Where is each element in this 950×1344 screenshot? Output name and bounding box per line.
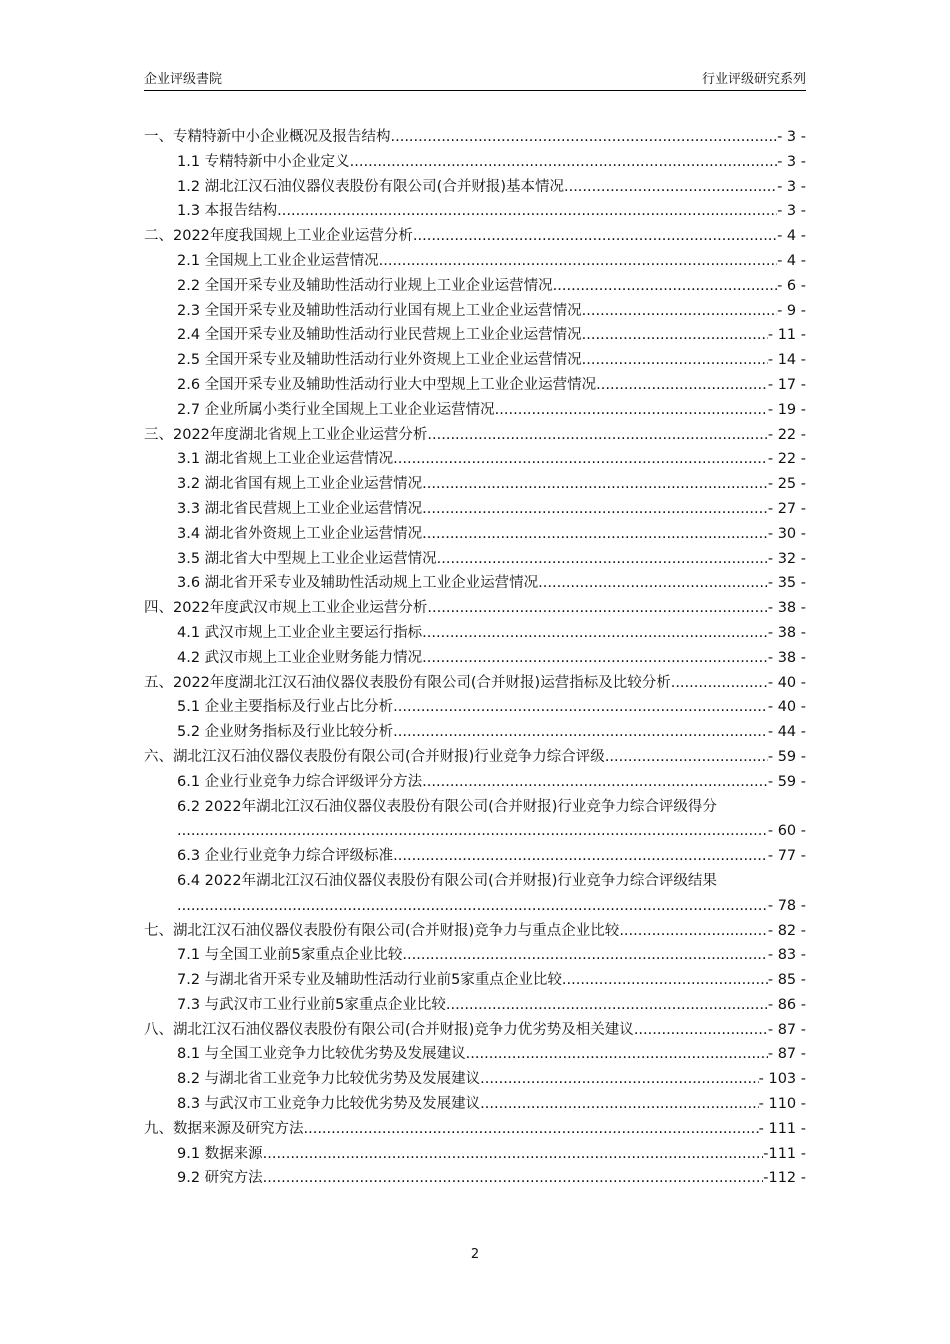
toc-entry[interactable]	[144, 596, 806, 621]
toc-entry[interactable]	[144, 968, 806, 993]
toc-entry-title: 3.1 湖北省规上工业企业运营情况	[177, 451, 394, 468]
toc-entry[interactable]	[144, 447, 806, 472]
toc-entry[interactable]	[144, 423, 806, 448]
dot-leader	[495, 398, 768, 423]
toc-entry[interactable]	[144, 1117, 806, 1142]
toc-entry-page: - 27 -	[767, 500, 806, 517]
toc-entry-page: - 30 -	[767, 525, 806, 542]
toc-entry-title: 1.3 本报告结构	[177, 203, 278, 220]
dot-leader	[263, 1166, 764, 1191]
toc-entry-page: - 87 -	[767, 1046, 806, 1063]
toc-entry-title: 4.1 武汉市规上工业企业主要运行指标	[177, 624, 423, 641]
toc-entry-page: - 32 -	[767, 550, 806, 567]
dot-leader	[553, 274, 777, 299]
toc-entry-page: - 17 -	[767, 376, 806, 393]
toc-entry-title: 5.2 企业财务指标及行业比较分析	[177, 724, 394, 741]
toc-entry-page: -112 -	[763, 1170, 806, 1187]
toc-entry[interactable]	[144, 323, 806, 348]
toc-entry[interactable]	[144, 1092, 806, 1117]
toc-entry[interactable]	[144, 1018, 806, 1043]
toc-entry-title: 2.3 全国开采专业及辅助性活动行业国有规上工业企业运营情况	[177, 302, 582, 319]
toc-entry[interactable]	[144, 274, 806, 299]
toc-entry-title: 4.2 武汉市规上工业企业财务能力情况	[177, 649, 423, 666]
toc-entry[interactable]	[144, 943, 806, 968]
toc-entry-page: - 3 -	[777, 203, 806, 220]
toc-entry-page: - 40 -	[767, 699, 806, 716]
toc-entry-title: 2.1 全国规上工业企业运营情况	[177, 252, 379, 269]
toc-entry-page: - 19 -	[767, 401, 806, 418]
toc-entry-page: - 59 -	[767, 748, 806, 765]
toc-entry-page: - 86 -	[767, 996, 806, 1013]
dot-leader	[304, 1117, 759, 1142]
toc-entry[interactable]	[144, 497, 806, 522]
toc-entry-title: 8.1 与全国工业竞争力比较优劣势及发展建议	[177, 1046, 466, 1063]
toc-entry[interactable]	[144, 1067, 806, 1092]
toc-entry-page: - 3 -	[777, 129, 806, 145]
toc-entry-page: - 22 -	[767, 451, 806, 468]
toc-entry[interactable]	[144, 1166, 806, 1191]
toc-entry[interactable]	[144, 819, 806, 844]
header-divider	[144, 90, 806, 91]
dot-leader	[277, 199, 777, 224]
dot-leader	[582, 299, 777, 324]
toc-entry-page: - 25 -	[767, 476, 806, 493]
toc-entry-title: 八、湖北江汉石油仪器仪表股份有限公司(合并财报)竞争力优劣势及相关建议	[144, 1021, 634, 1038]
page-number: 2	[470, 1247, 480, 1262]
toc-entry[interactable]	[144, 621, 806, 646]
dot-leader	[671, 671, 764, 696]
dot-leader	[263, 1142, 764, 1167]
toc-entry[interactable]	[144, 770, 806, 795]
dot-leader	[402, 943, 767, 968]
toc-entry-title: 五、2022年度湖北江汉石油仪器仪表股份有限公司(合并财报)运营指标及比较分析	[144, 674, 671, 691]
dot-leader	[422, 522, 768, 547]
toc-entry-page: - 9 -	[777, 302, 806, 319]
toc-entry-title: 2.6 全国开采专业及辅助性活动行业大中型规上工业企业运营情况	[177, 376, 597, 393]
toc-entry-title: 七、湖北江汉石油仪器仪表股份有限公司(合并财报)竞争力与重点企业比较	[144, 922, 620, 939]
toc-entry[interactable]	[144, 175, 806, 200]
toc-entry-page: - 35 -	[767, 575, 806, 592]
toc-entry-title: 1.1 专精特新中小企业定义	[177, 153, 350, 170]
toc-entry-title: 九、数据来源及研究方法	[144, 1120, 304, 1137]
toc-entry-title: 6.3 企业行业竞争力综合评级标准	[177, 848, 394, 865]
dot-leader	[480, 1092, 758, 1117]
toc-entry-title: 5.1 企业主要指标及行业占比分析	[177, 699, 394, 716]
toc-entry[interactable]	[144, 224, 806, 249]
toc-entry[interactable]	[144, 249, 806, 274]
toc-entry-title: 9.1 数据来源	[177, 1145, 263, 1162]
toc-entry-page: - 22 -	[767, 426, 806, 443]
dot-leader	[393, 695, 768, 720]
dot-leader	[422, 646, 768, 671]
toc-entry-page: - 3 -	[777, 153, 806, 170]
toc-entry[interactable]	[144, 671, 806, 696]
dot-leader	[582, 323, 768, 348]
toc-entry-title[interactable]: 6.2 2022年湖北江汉石油仪器仪表股份有限公司(合并财报)行业竞争力综合评级得分	[177, 798, 717, 815]
dot-leader	[564, 175, 777, 200]
toc-entry-page: -111 -	[763, 1145, 806, 1162]
toc-entry[interactable]	[144, 199, 806, 224]
dot-leader	[350, 150, 777, 175]
toc-entry-title: 3.5 湖北省大中型规上工业企业运营情况	[177, 550, 437, 567]
header-right-title: 行业评级研究系列	[701, 72, 806, 87]
table-of-contents	[144, 125, 806, 1191]
dot-leader	[422, 472, 768, 497]
toc-entry-page: - 85 -	[767, 972, 806, 989]
toc-entry-page: .- 40 -	[763, 674, 806, 691]
toc-entry-title: 3.3 湖北省民营规上工业企业运营情况	[177, 500, 423, 517]
dot-leader	[422, 621, 768, 646]
toc-entry-title: 2.7 企业所属小类行业全国规上工业企业运营情况	[177, 401, 495, 418]
toc-entry[interactable]	[144, 1042, 806, 1067]
dot-leader	[480, 1067, 758, 1092]
toc-entry-title: 7.2 与湖北省开采专业及辅助性活动行业前5家重点企业比较	[177, 972, 562, 989]
toc-entry[interactable]	[144, 125, 806, 150]
toc-entry[interactable]	[144, 571, 806, 596]
toc-entry-page: - 6 -	[777, 277, 806, 294]
dot-leader	[538, 571, 768, 596]
toc-entry-page: - 110 -	[758, 1096, 806, 1113]
toc-entry-title: 3.4 湖北省外资规上工业企业运营情况	[177, 525, 423, 542]
toc-entry-page: - 14 -	[767, 352, 806, 369]
dot-leader	[422, 497, 768, 522]
toc-entry[interactable]	[144, 844, 806, 869]
toc-entry[interactable]	[144, 348, 806, 373]
toc-entry-title: 2.4 全国开采专业及辅助性活动行业民营规上工业企业运营情况	[177, 327, 582, 344]
toc-entry-title: 8.2 与湖北省工业竞争力比较优劣势及发展建议	[177, 1071, 481, 1088]
toc-entry-page: - 4 -	[777, 228, 806, 245]
toc-entry-page: - 103 -	[758, 1071, 806, 1088]
toc-entry-page: - 82 -	[767, 922, 806, 939]
toc-entry[interactable]	[144, 398, 806, 423]
dot-leader	[562, 968, 768, 993]
dot-leader	[177, 819, 768, 844]
dot-leader	[177, 894, 768, 919]
toc-entry-title: 2.2 全国开采专业及辅助性活动行业规上工业企业运营情况	[177, 277, 553, 294]
toc-entry-page: - 111 -	[758, 1120, 806, 1137]
dot-leader	[596, 373, 768, 398]
toc-entry-page: - 38 -	[767, 600, 806, 617]
toc-entry[interactable]	[144, 993, 806, 1018]
dot-leader	[413, 224, 777, 249]
dot-leader	[427, 423, 767, 448]
toc-entry[interactable]	[144, 522, 806, 547]
toc-entry-title: 二、2022年度我国规上工业企业运营分析	[144, 228, 413, 245]
toc-entry[interactable]	[144, 695, 806, 720]
toc-entry[interactable]	[144, 720, 806, 745]
toc-entry[interactable]	[144, 373, 806, 398]
toc-entry-page: - 3 -	[777, 178, 806, 195]
dot-leader	[379, 249, 777, 274]
toc-entry-title: 7.3 与武汉市工业行业前5家重点企业比较	[177, 996, 446, 1013]
toc-entry[interactable]	[144, 299, 806, 324]
toc-entry-title: 2.5 全国开采专业及辅助性活动行业外资规上工业企业运营情况	[177, 352, 582, 369]
header-left-title: 企业评级書院	[144, 72, 223, 87]
toc-entry-title: 3.2 湖北省国有规上工业企业运营情况	[177, 476, 423, 493]
dot-leader	[437, 547, 768, 572]
toc-entry-page: - 87 -	[767, 1021, 806, 1038]
toc-entry[interactable]	[144, 472, 806, 497]
toc-entry-page: - 44 -	[767, 724, 806, 741]
toc-entry-title: 四、2022年度武汉市规上工业企业运营分析	[144, 600, 428, 617]
toc-entry[interactable]	[144, 745, 806, 770]
toc-entry-title: 三、2022年度湖北省规上工业企业运营分析	[144, 426, 428, 443]
dot-leader	[422, 770, 768, 795]
toc-entry[interactable]	[144, 547, 806, 572]
toc-entry-title: 3.6 湖北省开采专业及辅助性活动规上工业企业运营情况	[177, 575, 539, 592]
dot-leader	[427, 596, 767, 621]
dot-leader	[619, 919, 768, 944]
toc-entry-page: - 78 -	[767, 897, 806, 914]
toc-entry[interactable]	[144, 646, 806, 671]
dot-leader	[391, 125, 778, 150]
toc-entry-title: 9.2 研究方法	[177, 1170, 263, 1187]
toc-entry-title: 1.2 湖北江汉石油仪器仪表股份有限公司(合并财报)基本情况	[177, 178, 564, 195]
toc-entry-title: 6.1 企业行业竞争力综合评级评分方法	[177, 773, 423, 790]
toc-entry[interactable]	[144, 150, 806, 175]
toc-entry-page: - 38 -	[767, 624, 806, 641]
toc-entry-page: - 4 -	[777, 252, 806, 269]
dot-leader	[393, 844, 768, 869]
toc-entry-page: - 59 -	[767, 773, 806, 790]
toc-entry[interactable]	[144, 919, 806, 944]
dot-leader	[393, 720, 768, 745]
dot-leader	[393, 447, 768, 472]
toc-entry-page: - 83 -	[767, 947, 806, 964]
dot-leader	[582, 348, 768, 373]
dot-leader	[446, 993, 768, 1018]
toc-entry[interactable]	[144, 894, 806, 919]
toc-entry-title: 一、专精特新中小企业概况及报告结构	[144, 129, 391, 145]
dot-leader	[634, 1018, 768, 1043]
toc-entry-page: - 11 -	[767, 327, 806, 344]
toc-entry-title: 7.1 与全国工业前5家重点企业比较	[177, 947, 403, 964]
toc-entry-page: - 38 -	[767, 649, 806, 666]
dot-leader	[466, 1042, 768, 1067]
toc-entry-title: 8.3 与武汉市工业竞争力比较优劣势及发展建议	[177, 1096, 481, 1113]
toc-entry-page: - 60 -	[767, 823, 806, 840]
dot-leader	[605, 745, 768, 770]
toc-entry-page: - 77 -	[767, 848, 806, 865]
toc-entry-title: 六、湖北江汉石油仪器仪表股份有限公司(合并财报)行业竞争力综合评级	[144, 748, 605, 765]
toc-entry-title[interactable]: 6.4 2022年湖北江汉石油仪器仪表股份有限公司(合并财报)行业竞争力综合评级结果	[177, 872, 717, 889]
toc-entry[interactable]	[144, 1142, 806, 1167]
